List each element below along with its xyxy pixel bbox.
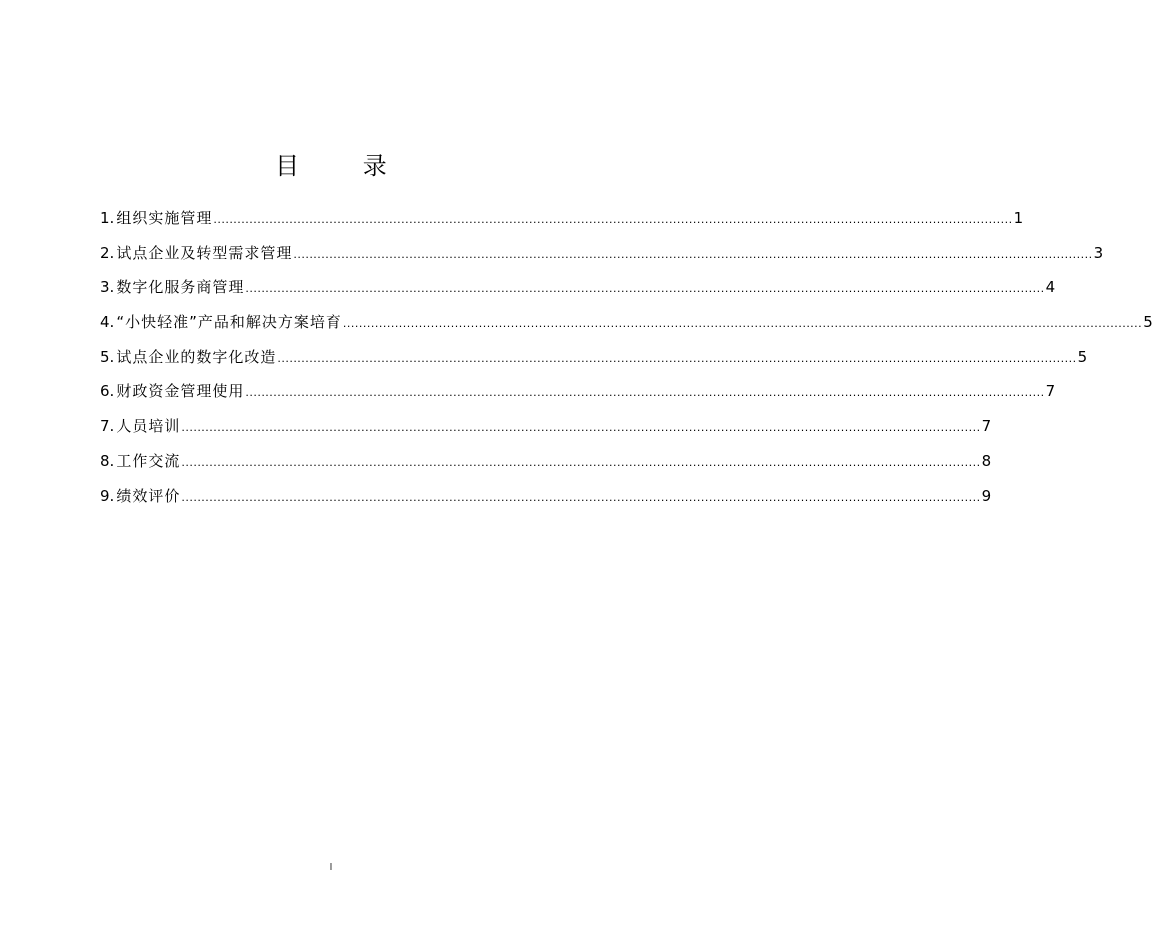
toc-entry-3[interactable] (100, 275, 1056, 310)
toc-entry-text: 试点企业的数字化改造 (116, 347, 277, 366)
toc-entry-number: 8. (100, 451, 115, 470)
dot-leader: ........................................................................................................................................................................................................ (342, 317, 1143, 331)
toc-entry-number: 7. (100, 417, 115, 436)
toc-entry-6[interactable] (100, 379, 1056, 414)
toc-entry-page: 9 (981, 486, 992, 505)
toc-entry-page: 4 (1045, 278, 1056, 297)
toc-entry-text: 数字化服务商管理 (116, 278, 245, 297)
toc-entry-label (100, 241, 292, 265)
toc-entry-2[interactable] (100, 241, 1104, 276)
dot-leader: ........................................................................................................................................................................................................ (181, 421, 981, 435)
toc-entry-text: 工作交流 (116, 451, 181, 470)
toc-entry-page: 7 (981, 417, 992, 436)
toc-entry-text: 人员培训 (116, 417, 181, 436)
page-number-footer: I (329, 862, 333, 873)
toc-entry-number: 4. (100, 313, 115, 332)
toc-entry-7[interactable] (100, 414, 992, 449)
toc-entry-number: 9. (100, 486, 115, 505)
toc-entry-number: 3. (100, 278, 115, 297)
toc-entry-8[interactable] (100, 449, 992, 484)
toc-entry-page: 1 (1013, 209, 1024, 227)
toc-entry-page: 7 (1045, 382, 1056, 401)
toc-entry-9[interactable] (100, 484, 992, 519)
toc-entry-label (100, 206, 212, 230)
toc-entry-number: 5. (100, 347, 115, 366)
dot-leader: ........................................................................................................................................................................................................ (245, 282, 1045, 296)
toc-entry-page: 5 (1077, 347, 1088, 366)
dot-leader: ........................................................................................................................................................................................................ (181, 455, 981, 469)
dot-leader: ........................................................................................................................................................................................................ (277, 351, 1077, 365)
dot-leader: ........................................................................................................................................................................................................ (293, 247, 1093, 261)
toc-entry-number: 1. (100, 209, 115, 227)
toc-title: 目 录 (275, 152, 415, 180)
toc-entry-text: 试点企业及转型需求管理 (116, 243, 293, 262)
toc-entry-text: 组织实施管理 (116, 209, 213, 227)
toc-entry-page: 5 (1143, 313, 1153, 332)
toc-entry-5[interactable] (100, 345, 1088, 380)
toc-entry-1[interactable] (100, 206, 1024, 241)
toc-entry-label (100, 484, 180, 508)
table-of-contents (100, 206, 1153, 518)
toc-entry-text: 绩效评价 (116, 486, 181, 505)
toc-entry-label (100, 345, 276, 369)
toc-entry-number: 2. (100, 243, 115, 262)
toc-entry-text: “小快轻准”产品和解决方案培育 (116, 313, 342, 332)
toc-entry-label (100, 414, 180, 438)
toc-entry-label (100, 275, 244, 299)
toc-entry-text: 财政资金管理使用 (116, 382, 245, 401)
dot-leader: ........................................................................................................................................................................................................ (181, 490, 981, 504)
toc-entry-label (100, 379, 244, 403)
toc-entry-page: 8 (981, 451, 992, 470)
toc-entry-label (100, 310, 342, 334)
toc-entry-label (100, 449, 180, 473)
dot-leader: ........................................................................................................................................................................................................ (213, 213, 1013, 226)
toc-entry-4[interactable] (100, 310, 1153, 345)
toc-entry-page: 3 (1093, 243, 1104, 262)
toc-entry-number: 6. (100, 382, 115, 401)
dot-leader: ........................................................................................................................................................................................................ (245, 386, 1045, 400)
